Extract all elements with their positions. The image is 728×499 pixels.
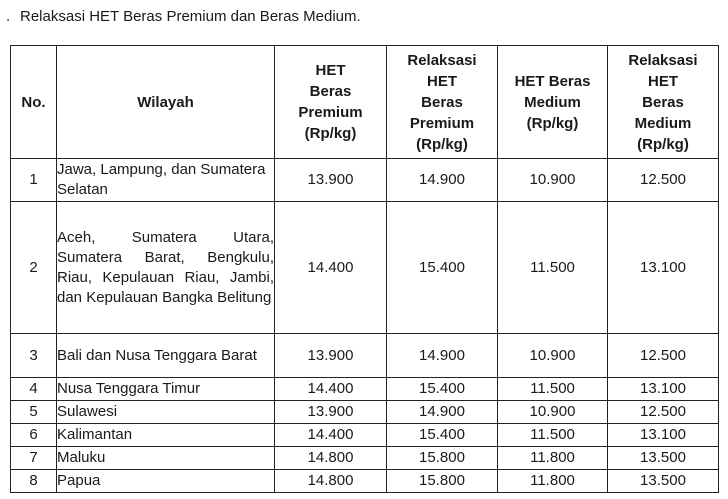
cell-het-premium: 13.900 xyxy=(275,334,387,378)
table-row xyxy=(11,401,719,424)
cell-region: Jawa, Lampung, dan Sumatera Selatan xyxy=(57,159,275,202)
cell-relax-premium: 15.400 xyxy=(387,202,498,334)
cell-relax-premium: 15.400 xyxy=(387,378,498,401)
cell-het-medium: 10.900 xyxy=(498,334,608,378)
cell-region: Sulawesi xyxy=(57,401,275,424)
cell-relax-premium: 15.400 xyxy=(387,424,498,447)
cell-relax-premium: 14.900 xyxy=(387,159,498,202)
cell-het-premium: 14.400 xyxy=(275,378,387,401)
table-row xyxy=(11,334,719,378)
cell-region: Maluku xyxy=(57,447,275,470)
cell-relax-medium: 13.100 xyxy=(608,424,719,447)
cell-het-premium: 14.400 xyxy=(275,202,387,334)
caption-text: Relaksasi HET Beras Premium dan Beras Medium. xyxy=(20,8,361,25)
cell-relax-medium: 13.500 xyxy=(608,470,719,493)
cell-het-premium: 14.800 xyxy=(275,447,387,470)
cell-het-medium: 11.800 xyxy=(498,470,608,493)
cell-relax-medium: 13.100 xyxy=(608,378,719,401)
cell-het-premium: 13.900 xyxy=(275,159,387,202)
cell-relax-medium: 13.100 xyxy=(608,202,719,334)
table-row xyxy=(11,470,719,493)
header-relax-medium: Relaksasi HET Beras Medium (Rp/kg) xyxy=(608,46,719,159)
cell-region: Nusa Tenggara Timur xyxy=(57,378,275,401)
cell-het-premium: 13.900 xyxy=(275,401,387,424)
cell-het-medium: 10.900 xyxy=(498,159,608,202)
cell-no: 3 xyxy=(11,334,57,378)
het-rice-table xyxy=(10,45,719,493)
header-no: No. xyxy=(11,46,57,159)
table-row xyxy=(11,447,719,470)
table-caption xyxy=(6,7,361,27)
cell-no: 7 xyxy=(11,447,57,470)
cell-het-medium: 11.800 xyxy=(498,447,608,470)
table-row xyxy=(11,159,719,202)
cell-no: 1 xyxy=(11,159,57,202)
header-het-premium: HET Beras Premium (Rp/kg) xyxy=(275,46,387,159)
cell-het-premium: 14.400 xyxy=(275,424,387,447)
cell-het-medium: 11.500 xyxy=(498,424,608,447)
cell-relax-premium: 14.900 xyxy=(387,401,498,424)
cell-no: 6 xyxy=(11,424,57,447)
cell-relax-medium: 12.500 xyxy=(608,159,719,202)
table-header-row xyxy=(11,46,719,159)
cell-het-premium: 14.800 xyxy=(275,470,387,493)
cell-region: Papua xyxy=(57,470,275,493)
cell-relax-premium: 14.900 xyxy=(387,334,498,378)
cell-region: Bali dan Nusa Tenggara Barat xyxy=(57,334,275,378)
caption-bullet: . xyxy=(6,8,11,25)
header-het-medium: HET Beras Medium (Rp/kg) xyxy=(498,46,608,159)
cell-het-medium: 11.500 xyxy=(498,378,608,401)
header-relax-premium: Relaksasi HET Beras Premium (Rp/kg) xyxy=(387,46,498,159)
cell-no: 5 xyxy=(11,401,57,424)
cell-region: Kalimantan xyxy=(57,424,275,447)
cell-relax-premium: 15.800 xyxy=(387,447,498,470)
cell-relax-medium: 12.500 xyxy=(608,334,719,378)
cell-het-medium: 10.900 xyxy=(498,401,608,424)
cell-no: 2 xyxy=(11,202,57,334)
cell-relax-medium: 12.500 xyxy=(608,401,719,424)
cell-relax-medium: 13.500 xyxy=(608,447,719,470)
cell-no: 4 xyxy=(11,378,57,401)
cell-het-medium: 11.500 xyxy=(498,202,608,334)
table-row xyxy=(11,424,719,447)
cell-no: 8 xyxy=(11,470,57,493)
table-row xyxy=(11,202,719,334)
header-region: Wilayah xyxy=(57,46,275,159)
cell-region: Aceh, Sumatera Utara, Sumatera Barat, Bengkulu, Riau, Kepulauan Riau, Jambi, dan Kepulauan Bangka Belitung xyxy=(57,202,275,334)
cell-relax-premium: 15.800 xyxy=(387,470,498,493)
table-row xyxy=(11,378,719,401)
